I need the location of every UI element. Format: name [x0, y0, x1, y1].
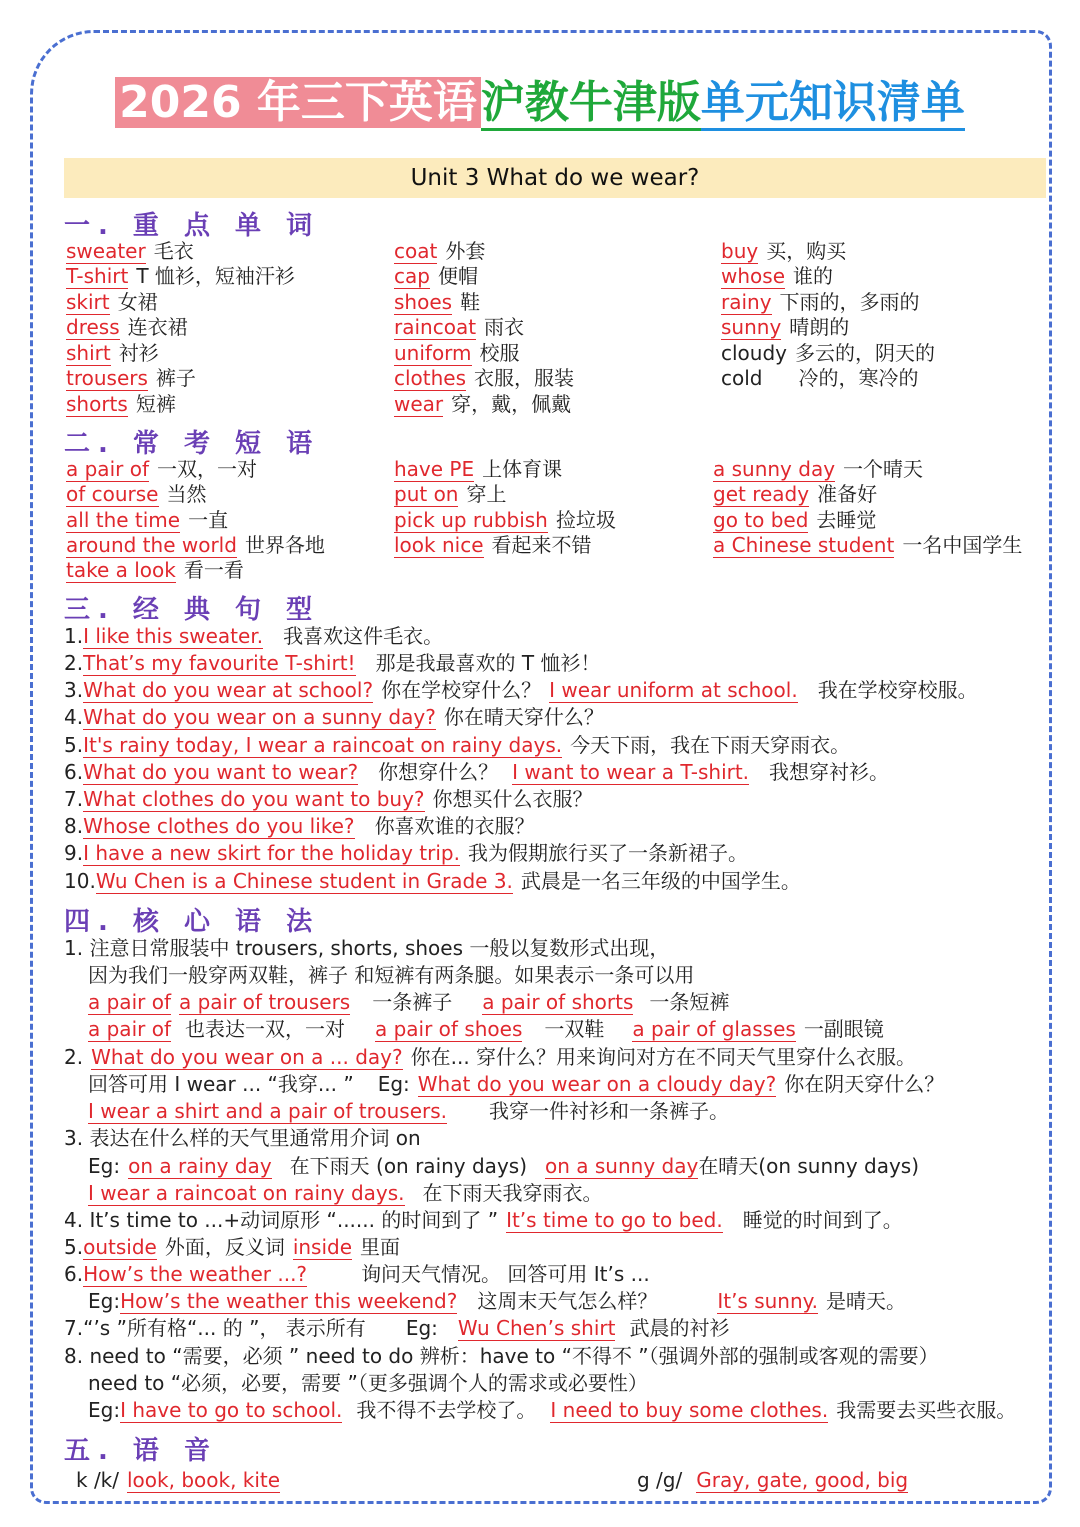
vocab-item: sweater 毛衣 [66, 239, 194, 263]
vocab-item: clothes 衣服，服装 [394, 366, 575, 390]
sentence-item: 2.That’s my favourite T-shirt! 那是我最喜欢的 T 恤衫！ [64, 651, 601, 675]
title-part-1: 2026 年三下英语 [115, 77, 481, 128]
grammar-line: 2. What do you wear on a ... day? 你在... 穿什么？用来询问对方在不同天气里穿什么衣服。 [64, 1045, 917, 1069]
title-part-2: 沪教牛津版 [481, 77, 701, 131]
phrase-item: a pair of 一双，一对 [66, 457, 257, 481]
sentence-item: 10.Wu Chen is a Chinese student in Grade 3. 武晨是一名三年级的中国学生。 [64, 869, 801, 893]
vocab-item: dress 连衣裙 [66, 315, 188, 339]
grammar-line: 6.How’s the weather ...? 询问天气情况。 回答可用 It’s ... [64, 1262, 650, 1286]
grammar-line: 5.outside 外面，反义词 inside 里面 [64, 1235, 401, 1259]
sentence-item: 3.What do you wear at school? 你在学校穿什么？ I wear uniform at school. 我在学校穿校服。 [64, 678, 978, 702]
section-phrases-heading: 二. 常 考 短 语 [64, 429, 321, 459]
vocab-item: shorts 短裤 [66, 392, 176, 416]
sentence-item: 4.What do you wear on a sunny day? 你在晴天穿什么？ [64, 705, 604, 729]
section-vocab-heading: 一. 重 点 单 词 [64, 211, 321, 241]
grammar-line: 回答可用 I wear ... “我穿... ” Eg: What do you wear on a cloudy day? 你在阴天穿什么？ [88, 1072, 945, 1096]
phrase-item: take a look 看一看 [66, 558, 244, 582]
vocab-item: raincoat 雨衣 [394, 315, 525, 339]
grammar-line: 3. 表达在什么样的天气里通常用介词 on [64, 1126, 421, 1150]
phrase-item: all the time 一直 [66, 508, 229, 532]
sentence-item: 5.It's rainy today, I wear a raincoat on rainy days. 今天下雨，我在下雨天穿雨衣。 [64, 733, 851, 757]
vocab-item: uniform 校服 [394, 341, 520, 365]
vocab-item: cold 冷的，寒冷的 [721, 366, 919, 390]
vocab-item: buy 买，购买 [721, 239, 847, 263]
unit-title: Unit 3 What do we wear? [64, 158, 1046, 198]
phrase-item: pick up rubbish 捡垃圾 [394, 508, 616, 532]
sentence-item: 9.I have a new skirt for the holiday trip. 我为假期旅行买了一条新裙子。 [64, 841, 748, 865]
phrase-item: of course 当然 [66, 482, 207, 506]
vocab-item: shoes 鞋 [394, 290, 481, 314]
section-sentences-heading: 三. 经 典 句 型 [64, 595, 321, 625]
grammar-line: 8. need to “需要，必须 ” need to do 辨析：have to “不得不 ”（强调外部的强制或客观的需要） [64, 1344, 939, 1368]
vocab-item: skirt 女裙 [66, 290, 158, 314]
phrase-item: get ready 准备好 [713, 482, 878, 506]
vocab-item: shirt 衬衫 [66, 341, 159, 365]
grammar-line: Eg:How’s the weather this weekend? 这周末天气怎么样？ It’s sunny. 是晴天。 [88, 1289, 906, 1313]
phrase-item: look nice 看起来不错 [394, 533, 592, 557]
grammar-line: 1. 注意日常服装中 trousers, shorts, shoes 一般以复数形式出现， [64, 936, 670, 960]
phonics-g: g /g/ Gray, gate, good, big [637, 1468, 909, 1492]
phrase-item: around the world 世界各地 [66, 533, 325, 557]
vocab-item: trousers 裤子 [66, 366, 196, 390]
title-part-3: 单元知识清单 [701, 77, 965, 131]
phrase-item: have PE 上体育课 [394, 457, 563, 481]
vocab-item: cap 便帽 [394, 264, 478, 288]
grammar-line: need to “必须，必要，需要 ”（更多强调个人的需求或必要性） [88, 1371, 648, 1395]
vocab-item: wear 穿，戴，佩戴 [394, 392, 572, 416]
vocab-item: T-shirt T 恤衫，短袖汗衫 [66, 264, 295, 288]
section-phonics-heading: 五. 语 音 [64, 1436, 218, 1466]
phrase-item: go to bed 去睡觉 [713, 508, 877, 532]
vocab-item: cloudy 多云的，阴天的 [721, 341, 935, 365]
phonics-k: k /k/ look, book, kite [76, 1468, 281, 1492]
sentence-item: 8.Whose clothes do you like? 你喜欢谁的衣服？ [64, 814, 535, 838]
sentence-item: 1.I like this sweater. 我喜欢这件毛衣。 [64, 624, 444, 648]
grammar-line: a pair of 也表达一双，一对 a pair of shoes 一双鞋 a pair of glasses 一副眼镜 [88, 1017, 884, 1041]
grammar-line: 7.“’s ”所有格“... 的 ”， 表示所有 Eg: Wu Chen’s shirt 武晨的衬衫 [64, 1316, 730, 1340]
vocab-item: sunny 晴朗的 [721, 315, 850, 339]
grammar-line: Eg: on a rainy day 在下雨天 (on rainy days) on a sunny day在晴天(on sunny days) [88, 1154, 920, 1178]
grammar-line: I wear a raincoat on rainy days. 在下雨天我穿雨衣。 [88, 1181, 603, 1205]
vocab-item: rainy 下雨的，多雨的 [721, 290, 920, 314]
vocab-item: whose 谁的 [721, 264, 833, 288]
phrase-item: a sunny day 一个晴天 [713, 457, 924, 481]
page-title [0, 66, 1080, 140]
grammar-line: 4. It’s time to ...+动词原形 “...... 的时间到了 ” It’s time to go to bed. 睡觉的时间到了。 [64, 1208, 903, 1232]
phrase-item: a Chinese student 一名中国学生 [713, 533, 1023, 557]
grammar-line: I wear a shirt and a pair of trousers. 我穿一件衬衫和一条裤子。 [88, 1099, 730, 1123]
sentence-item: 6.What do you want to wear? 你想穿什么？ I want to wear a T-shirt. 我想穿衬衫。 [64, 760, 890, 784]
section-grammar-heading: 四. 核 心 语 法 [64, 907, 321, 937]
phrase-item: put on 穿上 [394, 482, 507, 506]
grammar-line: 因为我们一般穿两双鞋，裤子 和短裤有两条腿。如果表示一条可以用 [88, 963, 695, 987]
vocab-item: coat 外套 [394, 239, 486, 263]
grammar-line: a pair of a pair of trousers 一条裤子 a pair of shorts 一条短裤 [88, 990, 730, 1014]
grammar-line: Eg:I have to go to school. 我不得不去学校了。 I need to buy some clothes. 我需要去买些衣服。 [88, 1398, 1017, 1422]
sentence-item: 7.What clothes do you want to buy? 你想买什么衣服？ [64, 787, 593, 811]
